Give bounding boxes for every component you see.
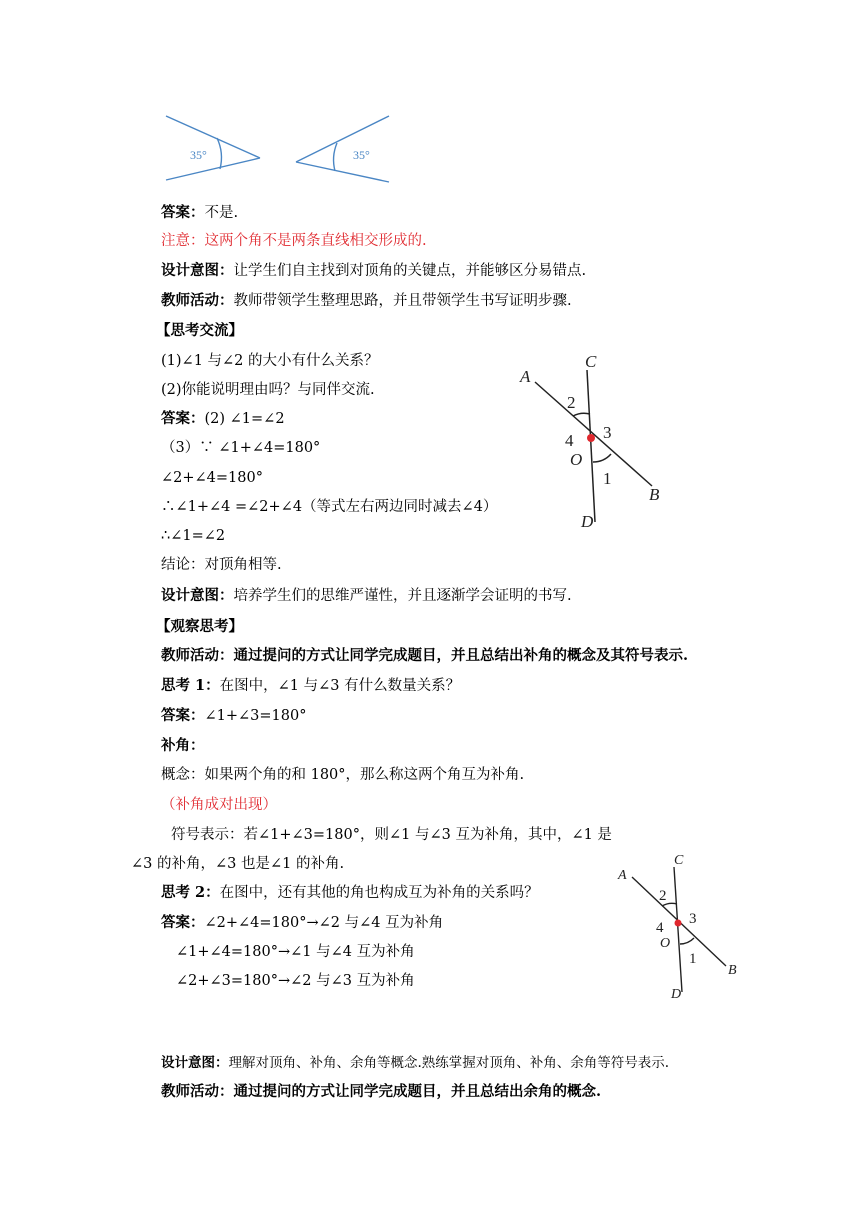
label-d: D [581, 512, 594, 531]
teacher-activity-3: 教师活动：通过提问的方式让同学完成题目，并且总结出余角的概念. [161, 1083, 602, 1100]
right-angle-label: 35° [353, 148, 370, 162]
label-3: 3 [603, 423, 612, 442]
intersecting-lines-figure-2 [614, 850, 749, 1002]
label-2: 2 [659, 888, 667, 904]
teacher-label: 教师活动： [161, 292, 234, 309]
line-cd [587, 370, 595, 522]
proof-line-3: ∴∠1+∠4 =∠2+∠4（等式左右两边同时减去∠4） [161, 499, 498, 515]
teacher-activity-1 [161, 291, 572, 311]
teacher-activity-2: 教师活动：通过提问的方式让同学完成题目，并且总结出补角的概念及其符号表示. [161, 647, 689, 664]
design-text: 让学生们自主找到对顶角的关键点，并能够区分易错点. [233, 263, 587, 279]
label-o: O [660, 936, 671, 951]
think-1-text: 在图中，∠1 与∠3 有什么数量关系？ [219, 678, 461, 694]
think-1 [161, 676, 460, 696]
proof-line-2: ∠2+∠4=180° [161, 470, 263, 486]
label-o: O [570, 450, 583, 469]
conclusion-line: 结论：对顶角相等. [161, 557, 282, 573]
answer-text: ∠2+∠4=180°→∠2 与∠4 互为补角 [204, 915, 444, 931]
design-label: 设计意图： [161, 262, 234, 279]
answer-text: 不是. [204, 205, 239, 221]
angle-1-arc [680, 938, 694, 944]
answer-line-2 [161, 409, 285, 429]
label-4: 4 [565, 431, 574, 450]
answer-text: ∠1+∠3=180° [204, 708, 307, 724]
teacher-text: 教师带领学生整理思路，并且带领学生书写证明步骤. [233, 293, 572, 309]
label-1: 1 [689, 951, 697, 967]
angle-2-arc [573, 413, 590, 416]
note-line: 注意：这两个角不是两条直线相交形成的. [161, 233, 427, 249]
think-2 [161, 883, 539, 903]
answer-line-3 [161, 706, 306, 726]
line-cd [674, 867, 682, 992]
intersection-point [675, 920, 682, 927]
proof-line-1: （3）∵ ∠1+∠4=180° [161, 440, 321, 456]
think-1-label: 思考 1： [161, 677, 220, 694]
think-2-label: 思考 2： [161, 884, 220, 901]
answer-label: 答案： [161, 410, 205, 427]
concept-line: 概念：如果两个角的和 180°，那么称这两个角互为补角. [161, 767, 525, 783]
label-2: 2 [567, 393, 576, 412]
answer-line-5: ∠1+∠4=180°→∠1 与∠4 互为补角 [176, 944, 415, 960]
answer-label: 答案： [161, 707, 205, 724]
design-text: 培养学生们的思维严谨性，并且逐渐学会证明的书写. [233, 588, 572, 604]
left-angle-label: 35° [190, 148, 207, 162]
label-a: A [618, 868, 627, 883]
label-c: C [585, 352, 597, 371]
label-b: B [728, 963, 737, 978]
label-1: 1 [603, 469, 612, 488]
design-label: 设计意图： [161, 1055, 229, 1071]
question-2: (2)你能说明理由吗？与同伴交流. [161, 382, 375, 398]
design-label: 设计意图： [161, 587, 234, 604]
answer-line-6: ∠2+∠3=180°→∠2 与∠3 互为补角 [176, 973, 415, 989]
design-intent-1 [161, 261, 586, 281]
answer-line-1 [161, 203, 238, 223]
answer-label: 答案： [161, 914, 205, 931]
intersecting-lines-figure-1 [515, 352, 675, 532]
think-exchange-heading: 【思考交流】 [156, 322, 243, 339]
right-angle [296, 116, 389, 182]
observe-heading: 【观察思考】 [156, 618, 243, 635]
pair-note: （补角成对出现） [161, 797, 277, 813]
label-3: 3 [689, 911, 697, 927]
line-ab [535, 382, 652, 486]
label-c: C [674, 853, 684, 868]
symbol-line-2: ∠3 的补角，∠3 也是∠1 的补角. [131, 856, 345, 872]
answer-text: (2) ∠1=∠2 [204, 411, 285, 427]
answer-label: 答案： [161, 204, 205, 221]
label-b: B [649, 485, 660, 504]
label-a: A [520, 367, 531, 386]
answer-line-4 [161, 913, 443, 933]
intersection-point [587, 434, 595, 442]
two-angles-figure [160, 110, 400, 190]
design-intent-2 [161, 586, 572, 606]
question-1: (1)∠1 与∠2 的大小有什么关系？ [161, 353, 379, 369]
design-text: 理解对顶角、补角、余角等概念.熟练掌握对顶角、补角、余角等符号表示. [228, 1055, 670, 1071]
label-d: D [671, 987, 682, 1002]
angle-1-arc [593, 454, 611, 462]
label-4: 4 [656, 920, 664, 936]
proof-line-4: ∴∠1=∠2 [161, 528, 226, 544]
think-2-text: 在图中，还有其他的角也构成互为补角的关系吗？ [219, 885, 539, 901]
symbol-line-1: 符号表示：若∠1+∠3=180°，则∠1 与∠3 互为补角，其中，∠1 是 [171, 827, 612, 843]
left-angle [166, 116, 260, 180]
supplementary-title: 补角： [161, 737, 205, 754]
design-intent-3 [161, 1053, 669, 1073]
